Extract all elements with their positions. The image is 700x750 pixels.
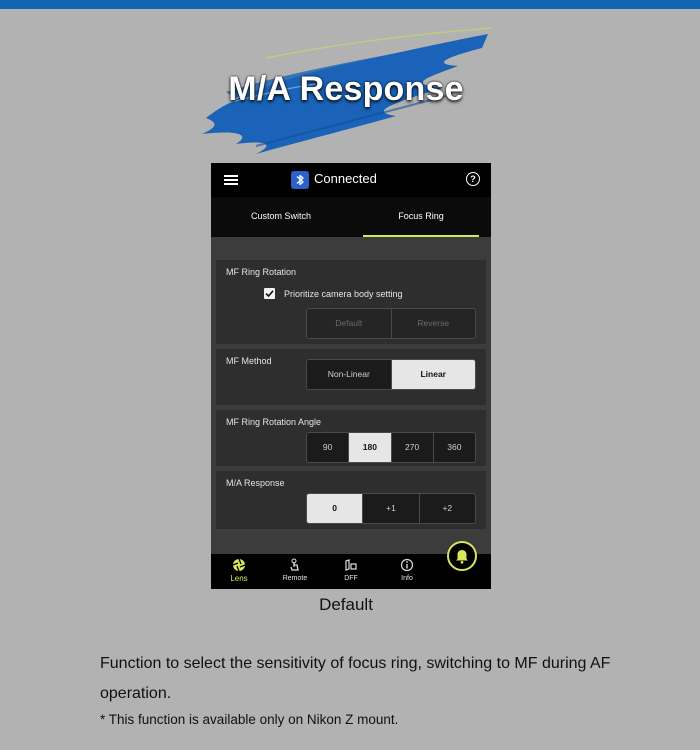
dff-icon (344, 558, 358, 572)
bell-icon (449, 543, 475, 569)
mf-method-panel (216, 349, 486, 405)
screenshot-caption: Default (319, 595, 373, 614)
app-bar (211, 163, 491, 197)
option-270[interactable]: 270 (391, 433, 433, 462)
checkbox-label: Prioritize camera body setting (284, 289, 403, 299)
section-title: MF Method (226, 356, 272, 366)
page-headline: M/A Response (228, 70, 464, 108)
nav-lens[interactable]: Lens (211, 554, 267, 589)
hamburger-menu-icon[interactable] (224, 175, 238, 185)
mf-method-selector (306, 359, 476, 390)
top-accent-bar (0, 0, 700, 9)
nav-info[interactable]: Info (379, 554, 435, 589)
footnote: * This function is available only on Nikon Z mount. (100, 712, 399, 727)
section-title: MF Ring Rotation Angle (226, 417, 322, 427)
section-title: MF Ring Rotation (226, 267, 297, 277)
ma-response-selector (306, 493, 476, 524)
option-90[interactable]: 90 (322, 442, 333, 452)
option-plus-2[interactable]: +2 (419, 494, 475, 523)
option-linear[interactable]: Linear (391, 360, 476, 389)
settings-content (211, 237, 491, 554)
connection-status: Connected (314, 171, 377, 186)
section-title: M/A Response (226, 478, 285, 488)
prioritize-setting-row (264, 289, 403, 300)
notification-button[interactable] (447, 541, 477, 571)
info-icon (400, 558, 414, 572)
option-0[interactable]: 0 (307, 494, 362, 523)
option-non-linear[interactable]: Non-Linear (327, 369, 370, 379)
touch-hand-icon (288, 558, 302, 572)
nav-dff[interactable]: DFF (323, 554, 379, 589)
ma-response-panel (216, 471, 486, 529)
option-default: Default (307, 309, 391, 338)
rotation-angle-selector (306, 432, 476, 463)
tab-bar (211, 197, 491, 237)
tab-focus-ring[interactable]: Focus Ring (351, 197, 491, 237)
aperture-icon (232, 558, 246, 572)
nav-remote[interactable]: Remote (267, 554, 323, 589)
mf-ring-rotation-panel (216, 260, 486, 344)
option-reverse: Reverse (391, 309, 476, 338)
tab-custom-switch[interactable]: Custom Switch (250, 211, 312, 221)
help-icon[interactable]: ? (466, 172, 480, 186)
description-text: Function to select the sensitivity of focus ring, switching to MF during AF operation. (100, 655, 611, 702)
option-180[interactable]: 180 (348, 433, 390, 462)
phone-screenshot (211, 163, 491, 589)
prioritize-checkbox[interactable] (264, 288, 275, 299)
mf-ring-rotation-angle-panel (216, 410, 486, 466)
rotation-direction-selector (306, 308, 476, 339)
option-plus-1[interactable]: +1 (362, 494, 418, 523)
bluetooth-icon (291, 171, 309, 189)
option-360[interactable]: 360 (433, 433, 475, 462)
